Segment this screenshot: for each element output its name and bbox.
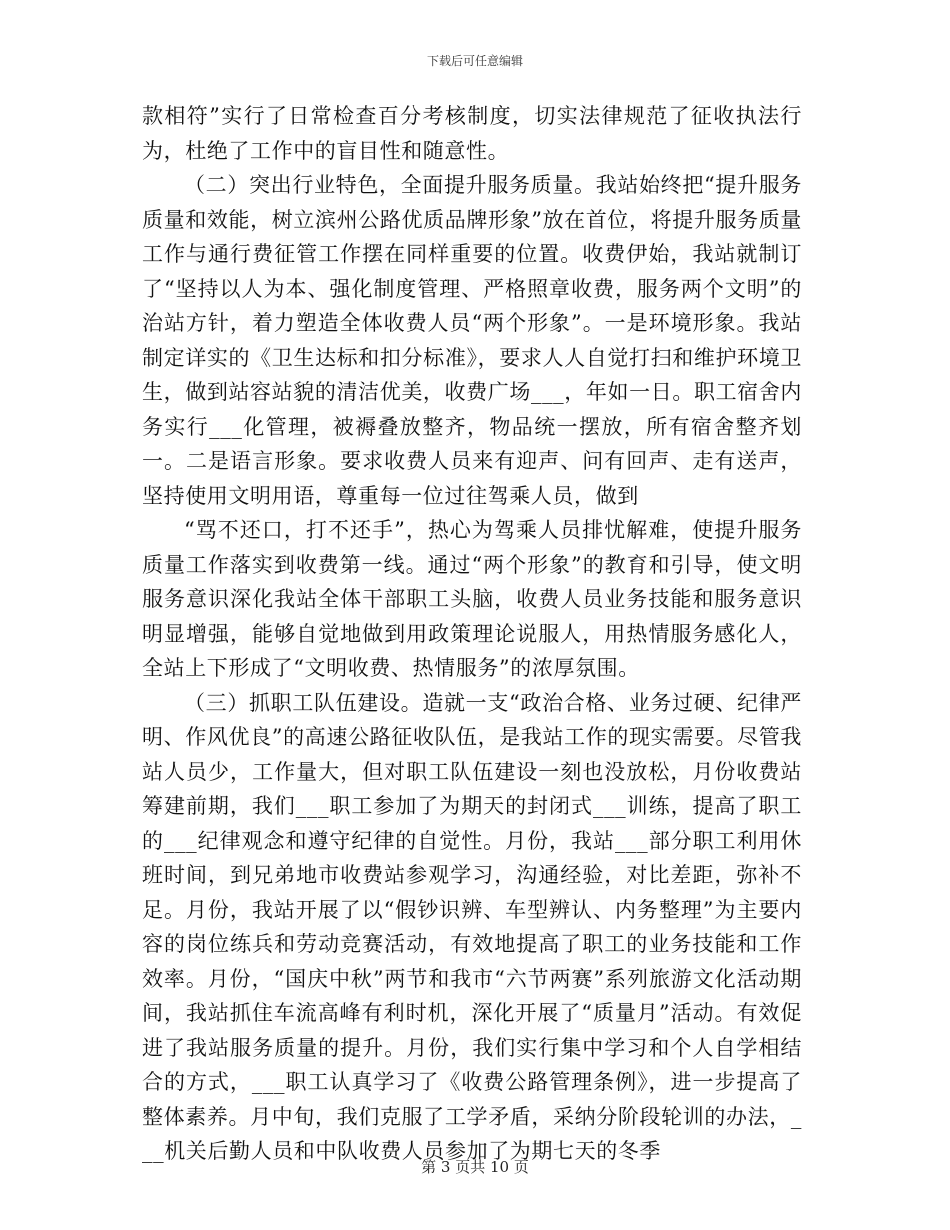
document-body <box>142 99 802 1169</box>
page-footer: 第 3 页共 10 页 <box>421 1158 529 1176</box>
paragraph-1: 款相符”实行了日常检查百分考核制度，切实法律规范了征收执法行为，杜绝了工作中的盲目性和随意性。 <box>142 104 802 163</box>
paragraph-4: （三）抓职工队伍建设。造就一支“政治合格、业务过硬、纪律严明、作风优良”的高速公路征收队伍，是我站工作的现实需要。尽管我站人员少，工作量大，但对职工队伍建设一刻也没放松，月份收费站筹建前期，我们___职工参加了为期天的封闭式___训练，提高了职工的___纪律观念和遵守纪律的自觉性。月份，我站___部分职工利用休班时间，到兄弟地市收费站参观学习，沟通经验，对比差距，弥补不足。月份，我站开展了以“假钞识辨、车型辨认、内务整理”为主要内容的岗位练兵和劳动竞赛活动，有效地提高了职工的业务技能和工作效率。月份，“国庆中秋”两节和我市“六节两赛”系列旅游文化活动期间，我站抓住车流高峰有利时机，深化开展了“质量月”活动。有效促进了我站服务质量的提升。月份，我们实行集中学习和个人自学相结合的方式，___职工认真学习了《收费公路管理条例》，进一步提高了整体素养。月中旬，我们克服了工学矛盾，采纳分阶段轮训的办法，___机关后勤人员和中队收费人员参加了为期七天的冬季 <box>142 690 802 1163</box>
paragraph-2: （二）突出行业特色，全面提升服务质量。我站始终把“提升服务质量和效能，树立滨州公路优质品牌形象”放在首位，将提升服务质量工作与通行费征管工作摆在同样重要的位置。收费伊始，我站就制订了“坚持以人为本、强化制度管理、严格照章收费，服务两个文明”的治站方针，着力塑造全体收费人员“两个形象”。一是环境形象。我站制定详实的《卫生达标和扣分标准》，要求人人自觉打扫和维护环境卫生，做到站容站貌的清洁优美，收费广场___，年如一日。职工宿舍内务实行___化管理，被褥叠放整齐，物品统一摆放，所有宿舍整齐划一。二是语言形象。要求收费人员来有迎声、问有回声、走有送声，坚持使用文明用语，尊重每一位过往驾乘人员，做到 <box>142 173 802 508</box>
page-header: 下载后可任意编辑 <box>426 54 523 68</box>
paragraph-3: “骂不还口，打不还手”，热心为驾乘人员排忧解难，使提升服务质量工作落实到收费第一线。通过“两个形象”的教育和引导，使文明服务意识深化我站全体干部职工头脑，收费人员业务技能和服务意识明显增强，能够自觉地做到用政策理论说服人，用热情服务感化人，全站上下形成了“文明收费、热情服务”的浓厚氛围。 <box>142 518 802 680</box>
